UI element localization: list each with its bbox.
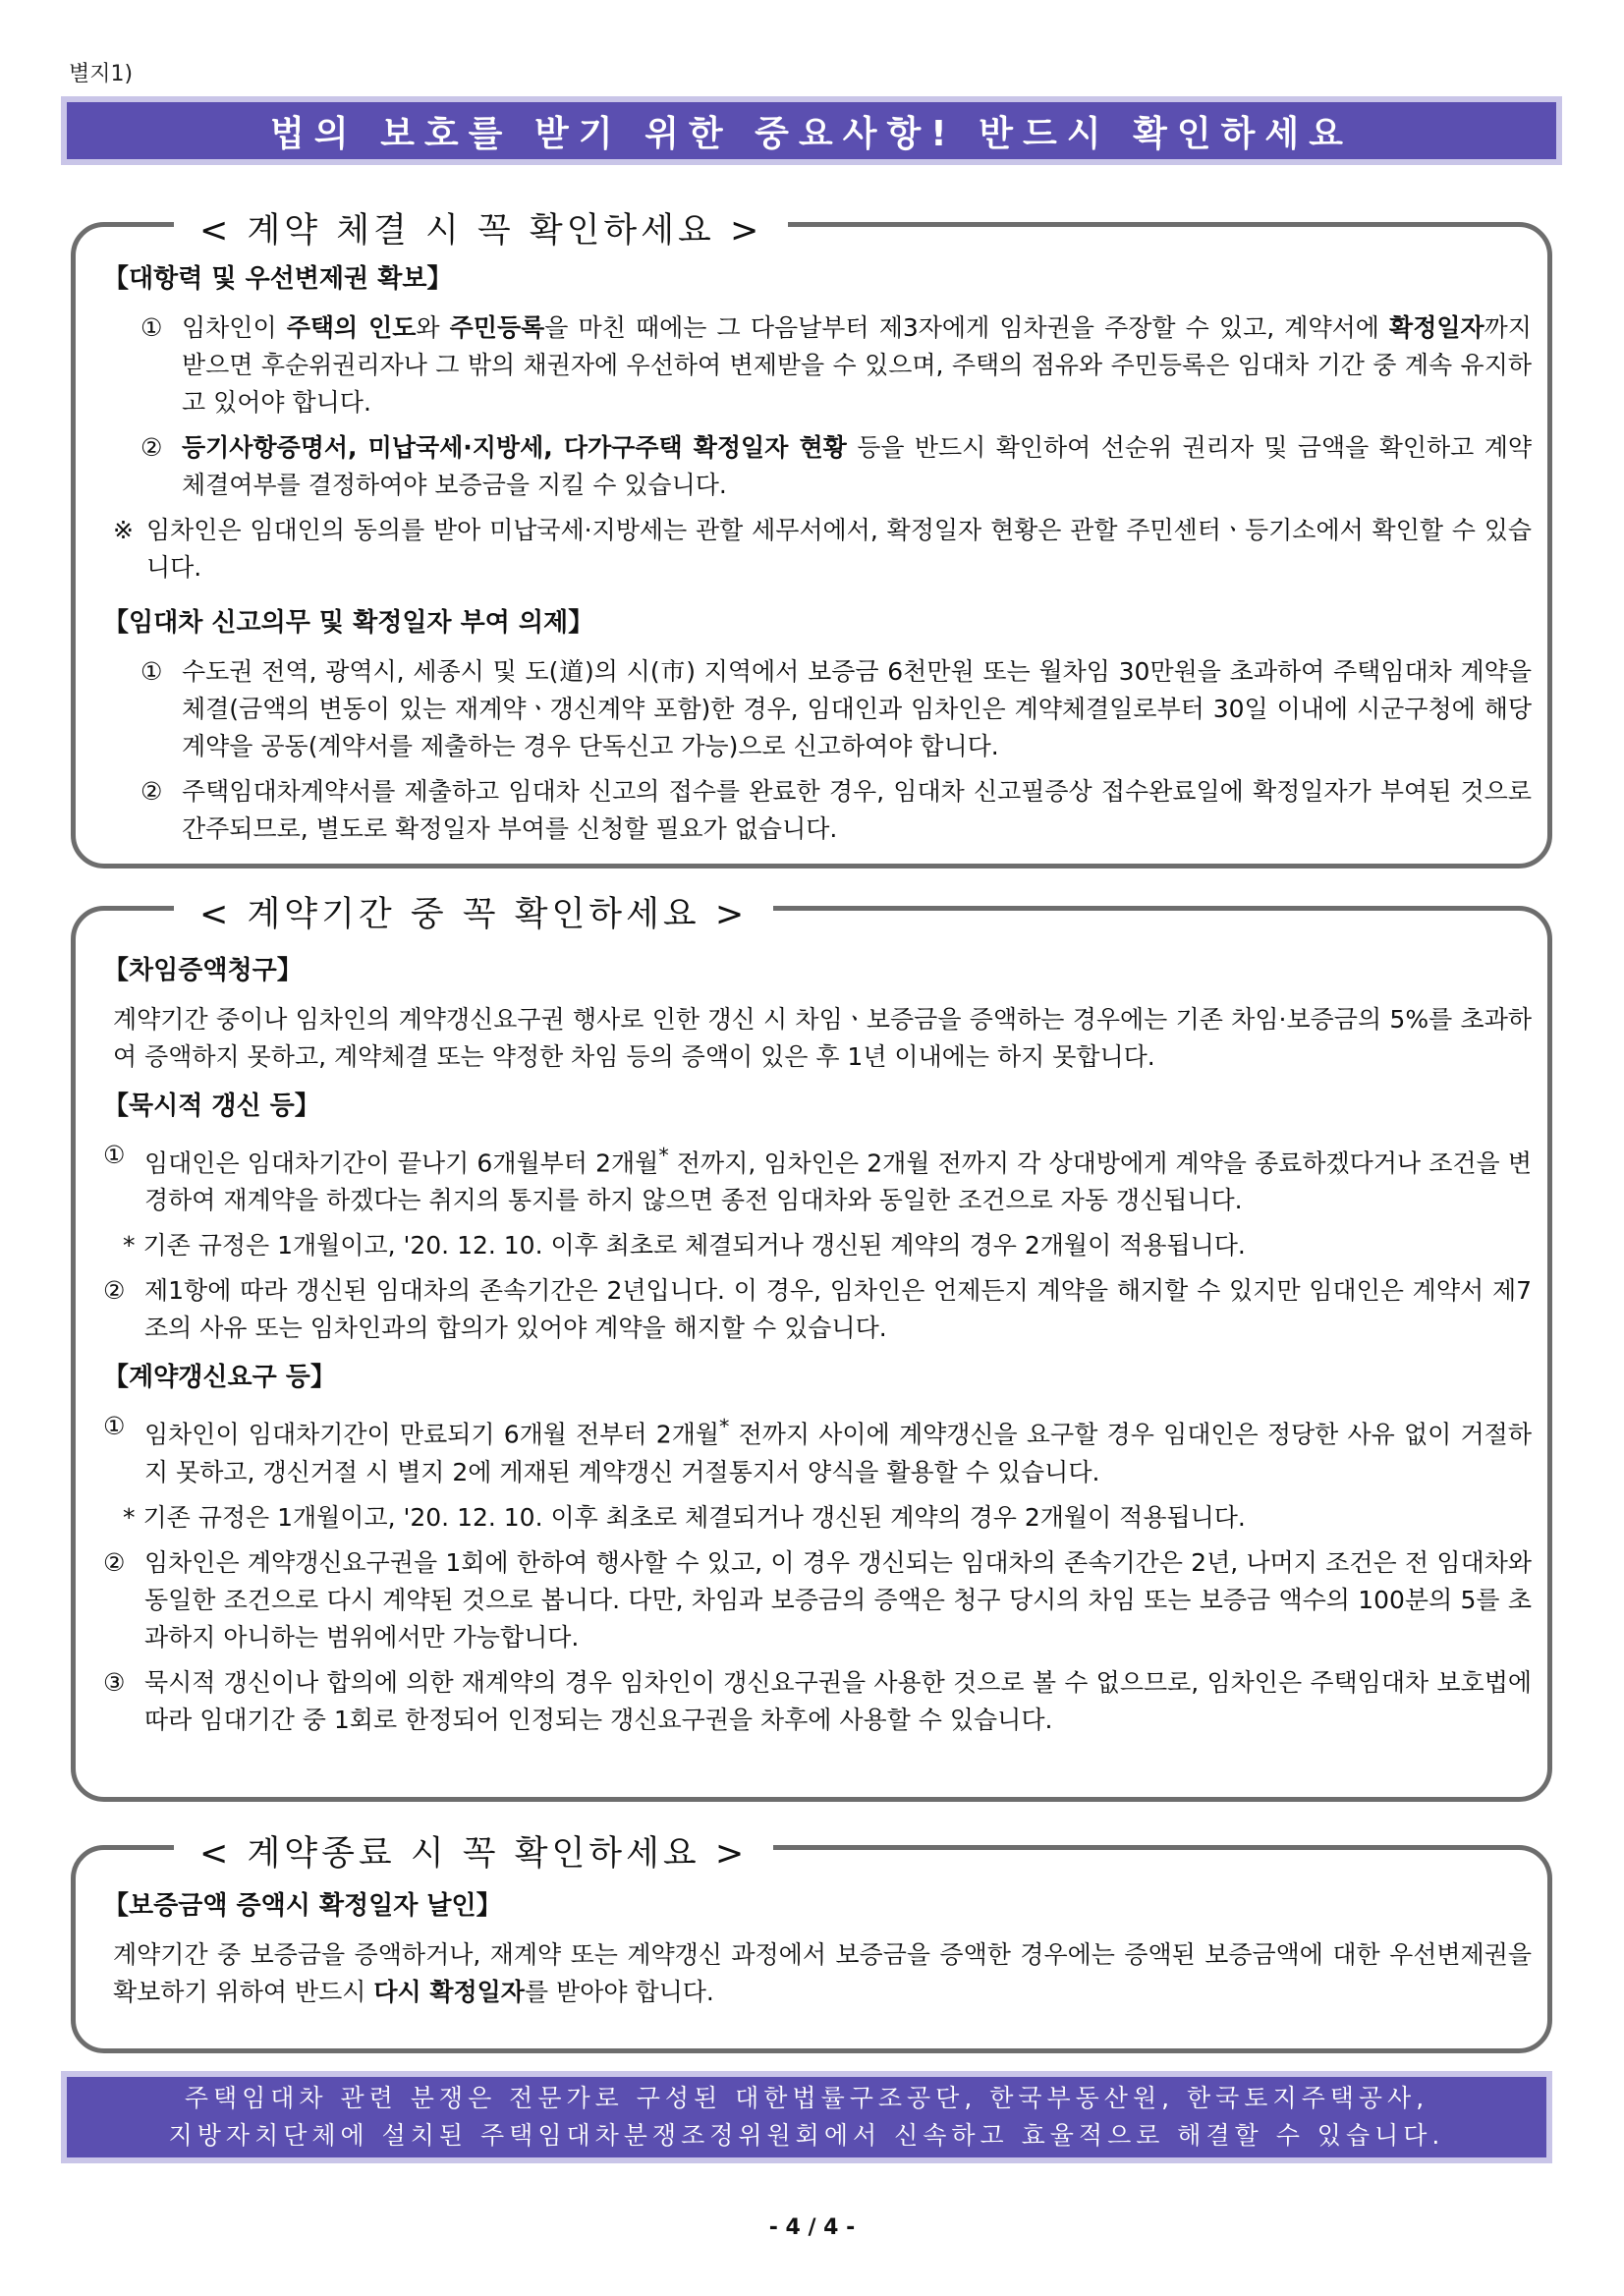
- item-bold: 확정일자: [1389, 313, 1484, 342]
- item-number: ③: [103, 1667, 126, 1697]
- subheading: 【보증금액 증액시 확정일자 날인】: [103, 1891, 502, 1921]
- subheading: 【대항력 및 우선변제권 확보】: [103, 264, 453, 294]
- list-item: [103, 1544, 1532, 1656]
- item-text: 전까지, 임차인은 2개월 전까지 각 상대방에게 계약을 종료하겠다거나 조건을 변경하여 재계약을 하겠다는 취지의 통지를 하지 않으면 종전 임대차와 동일한 조건으로 자동 갱신됩니다.: [144, 1148, 1533, 1215]
- footnote-mark: *: [658, 1144, 669, 1167]
- footer-line: 주택임대차 관련 분쟁은 전문가로 구성된 대한법률구조공단, 한국부동산원, 한국토지주택공사,: [184, 2084, 1429, 2112]
- item-text: 와: [416, 313, 450, 342]
- section-contract-signing: [71, 211, 1552, 868]
- item-text: 까지 받으면 후순위권리자나 그 밖의 채권자에 우선하여 변제받을 수 있으며, 주택의 점유와 주민등록은 임대차 기간 중 계속 유지하고 있어야 합니다.: [182, 313, 1532, 417]
- item-text: 수도권 전역, 광역시, 세종시 및 도(道)의 시(市) 지역에서 보증금 6천만원 또는 월차임 30만원을 초과하여 주택임대차 계약을 체결(금액의 변동이 있는 재계약ㆍ갱신계약 포함)한 경우, 임대인과 임차인은 계약체결일로부터 30일 이내에 시군구청에 해당 계약을 공동(계약서를 제출하는 경우 단독신고 가능)으로 신고하여야 합니다.: [182, 657, 1532, 760]
- item-text: 임대인은 임대차기간이 끝나기 6개월부터 2개월: [144, 1148, 659, 1178]
- list-item: [103, 1272, 1532, 1347]
- list-item: [103, 1664, 1532, 1739]
- subheading: 【임대차 신고의무 및 확정일자 부여 의제】: [103, 608, 594, 638]
- subheading: 【계약갱신요구 등】: [103, 1363, 336, 1393]
- paragraph: 계약기간 중이나 임차인의 계약갱신요구권 행사로 인한 갱신 시 차임ㆍ보증금을 증액하는 경우에는 기존 차임·보증금의 5%를 초과하여 증액하지 못하고, 계약체결 또는 약정한 차임 등의 증액이 있은 후 1년 이내에는 하지 못합니다.: [113, 1005, 1532, 1071]
- document-title: 법의 보호를 받기 위한 중요사항! 반드시 확인하세요: [61, 96, 1562, 165]
- list-item: [103, 309, 1532, 421]
- list-item: [103, 773, 1532, 848]
- item-number: ①: [140, 313, 163, 342]
- item-bold: 주택의 인도: [286, 313, 417, 342]
- item-text: 등을 반드시 확인하여 선순위 권리자 및 금액을 확인하고 계약 체결여부를 결정하여야 보증금을 지킬 수 있습니다.: [182, 433, 1533, 499]
- subheading: 【묵시적 갱신 등】: [103, 1092, 320, 1121]
- list-item: [103, 653, 1532, 765]
- paragraph: [103, 1936, 1532, 2011]
- item-bold: 주민등록: [449, 313, 545, 342]
- note-mark: ※: [113, 516, 134, 544]
- page-number: - 4 / 4 -: [768, 2215, 856, 2240]
- paragraph-text: 를 받아야 합니다.: [524, 1978, 714, 2006]
- item-text: 제1항에 따라 갱신된 임대차의 존속기간은 2년입니다. 이 경우, 임차인은 언제든지 계약을 해지할 수 있지만 임대인은 계약서 제7조의 사유 또는 임차인과의 합의가 있어야 계약을 해지할 수 있습니다.: [144, 1276, 1532, 1343]
- paragraph-text: 계약기간 중 보증금을 증액하거나, 재계약 또는 계약갱신 과정에서 보증금을 증액한 경우에는 증액된 보증금액에 대한 우선변제권을 확보하기 위하여 반드시: [113, 1940, 1532, 2006]
- section-heading: < 계약 체결 시 꼭 확인하세요 >: [174, 203, 788, 252]
- footnote-mark: *: [719, 1415, 730, 1439]
- list-item: [103, 1137, 1532, 1219]
- item-number: ①: [103, 1141, 126, 1169]
- item-text: 주택임대차계약서를 제출하고 임대차 신고의 접수를 완료한 경우, 임대차 신고필증상 접수완료일에 확정일자가 부여된 것으로 간주되므로, 별도로 확정일자 부여를 신청할 필요가 없습니다.: [182, 777, 1532, 843]
- section-contract-end: [71, 1834, 1552, 2053]
- footer-line: 지방자치단체에 설치된 주택임대차분쟁조정위원회에서 신속하고 효율적으로 해결할 수 있습니다.: [168, 2121, 1445, 2150]
- item-text: 임차인은 계약갱신요구권을 1회에 한하여 행사할 수 있고, 이 경우 갱신되는 임대차의 존속기간은 2년, 나머지 조건은 전 임대차와 동일한 조건으로 다시 계약된 것으로 봅니다. 다만, 차임과 보증금의 증액은 청구 당시의 차임 또는 보증금 액수의 100분의 5를 초과하지 아니하는 범위에서만 가능합니다.: [144, 1547, 1532, 1652]
- subheading: 【차임증액청구】: [103, 956, 303, 985]
- list-item: [103, 429, 1532, 504]
- item-text: 임차인이 임대차기간이 만료되기 6개월 전부터 2개월: [144, 1420, 719, 1449]
- item-text: 묵시적 갱신이나 합의에 의한 재계약의 경우 임차인이 갱신요구권을 사용한 것으로 볼 수 없으므로, 임차인은 주택임대차 보호법에 따라 임대기간 중 1회로 한정되어 인정되는 갱신요구권을 차후에 사용할 수 있습니다.: [144, 1667, 1532, 1734]
- section-contract-period: [71, 895, 1552, 1802]
- note-item: [103, 512, 1532, 587]
- item-text: 전까지 사이에 계약갱신을 요구할 경우 임대인은 정당한 사유 없이 거절하지 못하고, 갱신거절 시 별지 2에 게재된 계약갱신 거절통지서 양식을 활용할 수 있습니다.: [144, 1420, 1532, 1486]
- item-bold: 등기사항증명서, 미납국세·지방세, 다가구주택 확정일자 현황: [182, 433, 847, 462]
- item-number: ①: [140, 657, 163, 686]
- item-number: ②: [103, 1547, 126, 1577]
- item-number: ②: [140, 433, 163, 462]
- footnote: * 기존 규정은 1개월이고, '20. 12. 10. 이후 최초로 체결되거나 갱신된 계약의 경우 2개월이 적용됩니다.: [123, 1502, 1246, 1532]
- section-heading: < 계약종료 시 꼭 확인하세요 >: [174, 1826, 773, 1876]
- item-text: 을 마친 때에는 그 다음날부터 제3자에게 임차권을 주장할 수 있고, 계약서에: [544, 313, 1390, 342]
- item-text: 임차인이: [182, 313, 287, 342]
- footnote: * 기존 규정은 1개월이고, '20. 12. 10. 이후 최초로 체결되거나 갱신된 계약의 경우 2개월이 적용됩니다.: [123, 1231, 1246, 1260]
- item-number: ②: [140, 777, 163, 806]
- paragraph-bold: 다시 확정일자: [373, 1978, 525, 2006]
- section-heading: < 계약기간 중 꼭 확인하세요 >: [174, 887, 773, 936]
- attachment-label: 별지1): [69, 62, 134, 86]
- list-item: [103, 1408, 1532, 1490]
- item-number: ①: [103, 1412, 126, 1441]
- note-text: 임차인은 임대인의 동의를 받아 미납국세·지방세는 관할 세무서에서, 확정일자 현황은 관할 주민센터ㆍ등기소에서 확인할 수 있습니다.: [146, 516, 1532, 582]
- item-number: ②: [103, 1276, 126, 1306]
- footer-notice: [61, 2071, 1552, 2163]
